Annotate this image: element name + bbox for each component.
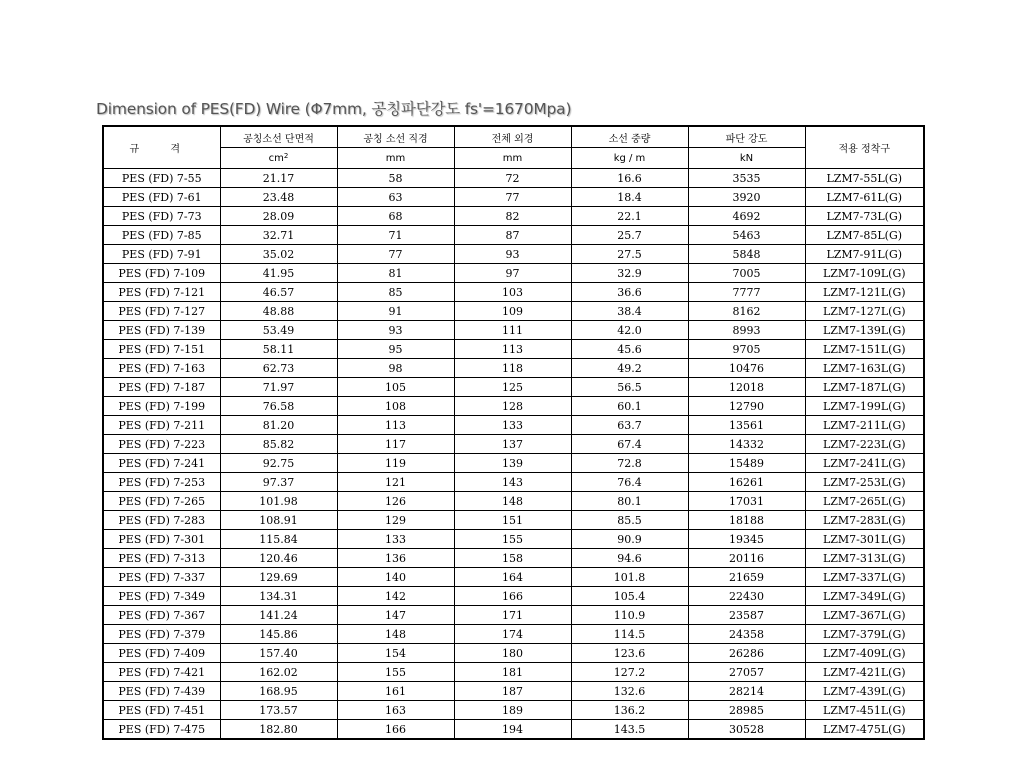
cell-strength: 18188	[688, 511, 805, 530]
cell-anchorage: LZM7-313L(G)	[805, 549, 924, 568]
cell-weight: 16.6	[571, 169, 688, 188]
cell-anchorage: LZM7-301L(G)	[805, 530, 924, 549]
cell-area: 28.09	[220, 207, 337, 226]
cell-strength: 26286	[688, 644, 805, 663]
cell-anchorage: LZM7-187L(G)	[805, 378, 924, 397]
cell-outer-diameter: 180	[454, 644, 571, 663]
table-row	[103, 701, 924, 720]
cell-weight: 85.5	[571, 511, 688, 530]
table-row	[103, 511, 924, 530]
cell-strength: 4692	[688, 207, 805, 226]
cell-diameter: 161	[337, 682, 454, 701]
cell-area: 35.02	[220, 245, 337, 264]
header-outer-diameter: 전체 외경	[454, 126, 571, 148]
unit-diameter: mm	[337, 148, 454, 169]
cell-spec: PES (FD) 7-409	[103, 644, 220, 663]
unit-area	[220, 148, 337, 169]
cell-spec: PES (FD) 7-223	[103, 435, 220, 454]
cell-spec: PES (FD) 7-439	[103, 682, 220, 701]
cell-anchorage: LZM7-73L(G)	[805, 207, 924, 226]
table-row	[103, 720, 924, 740]
header-anchorage: 적용 정착구	[805, 126, 924, 169]
cell-strength: 16261	[688, 473, 805, 492]
cell-spec: PES (FD) 7-253	[103, 473, 220, 492]
table-row	[103, 378, 924, 397]
cell-strength: 15489	[688, 454, 805, 473]
cell-diameter: 148	[337, 625, 454, 644]
table-header	[103, 126, 924, 169]
cell-area: 157.40	[220, 644, 337, 663]
cell-weight: 38.4	[571, 302, 688, 321]
cell-strength: 10476	[688, 359, 805, 378]
cell-anchorage: LZM7-265L(G)	[805, 492, 924, 511]
cell-anchorage: LZM7-211L(G)	[805, 416, 924, 435]
table-row	[103, 492, 924, 511]
cell-anchorage: LZM7-451L(G)	[805, 701, 924, 720]
cell-strength: 19345	[688, 530, 805, 549]
header-weight: 소선 중량	[571, 126, 688, 148]
cell-spec: PES (FD) 7-301	[103, 530, 220, 549]
cell-anchorage: LZM7-127L(G)	[805, 302, 924, 321]
header-spec: 규 격	[103, 126, 220, 169]
table-row	[103, 321, 924, 340]
cell-diameter: 98	[337, 359, 454, 378]
cell-outer-diameter: 97	[454, 264, 571, 283]
cell-area: 101.98	[220, 492, 337, 511]
cell-strength: 5463	[688, 226, 805, 245]
cell-anchorage: LZM7-283L(G)	[805, 511, 924, 530]
cell-weight: 27.5	[571, 245, 688, 264]
cell-diameter: 91	[337, 302, 454, 321]
cell-outer-diameter: 77	[454, 188, 571, 207]
cell-diameter: 140	[337, 568, 454, 587]
cell-area: 23.48	[220, 188, 337, 207]
table-row	[103, 340, 924, 359]
cell-outer-diameter: 137	[454, 435, 571, 454]
table-row	[103, 188, 924, 207]
cell-anchorage: LZM7-61L(G)	[805, 188, 924, 207]
cell-diameter: 95	[337, 340, 454, 359]
table-row	[103, 264, 924, 283]
cell-area: 168.95	[220, 682, 337, 701]
cell-anchorage: LZM7-337L(G)	[805, 568, 924, 587]
cell-area: 134.31	[220, 587, 337, 606]
cell-diameter: 85	[337, 283, 454, 302]
unit-area-base: cm	[268, 152, 284, 164]
cell-diameter: 121	[337, 473, 454, 492]
cell-weight: 136.2	[571, 701, 688, 720]
cell-outer-diameter: 171	[454, 606, 571, 625]
cell-weight: 42.0	[571, 321, 688, 340]
table-row	[103, 283, 924, 302]
cell-strength: 8162	[688, 302, 805, 321]
cell-strength: 20116	[688, 549, 805, 568]
cell-diameter: 126	[337, 492, 454, 511]
table-row	[103, 530, 924, 549]
unit-strength: kN	[688, 148, 805, 169]
cell-outer-diameter: 174	[454, 625, 571, 644]
cell-area: 129.69	[220, 568, 337, 587]
cell-anchorage: LZM7-109L(G)	[805, 264, 924, 283]
table-row	[103, 169, 924, 188]
cell-weight: 67.4	[571, 435, 688, 454]
cell-area: 141.24	[220, 606, 337, 625]
cell-area: 71.97	[220, 378, 337, 397]
cell-anchorage: LZM7-241L(G)	[805, 454, 924, 473]
cell-anchorage: LZM7-421L(G)	[805, 663, 924, 682]
cell-area: 97.37	[220, 473, 337, 492]
cell-weight: 123.6	[571, 644, 688, 663]
cell-diameter: 147	[337, 606, 454, 625]
cell-outer-diameter: 139	[454, 454, 571, 473]
cell-area: 48.88	[220, 302, 337, 321]
cell-anchorage: LZM7-151L(G)	[805, 340, 924, 359]
cell-diameter: 133	[337, 530, 454, 549]
cell-anchorage: LZM7-199L(G)	[805, 397, 924, 416]
cell-outer-diameter: 118	[454, 359, 571, 378]
cell-outer-diameter: 151	[454, 511, 571, 530]
cell-outer-diameter: 189	[454, 701, 571, 720]
table-row	[103, 302, 924, 321]
cell-spec: PES (FD) 7-187	[103, 378, 220, 397]
cell-weight: 110.9	[571, 606, 688, 625]
cell-spec: PES (FD) 7-121	[103, 283, 220, 302]
cell-anchorage: LZM7-439L(G)	[805, 682, 924, 701]
wire-dimension-table	[102, 125, 925, 740]
cell-anchorage: LZM7-139L(G)	[805, 321, 924, 340]
cell-area: 108.91	[220, 511, 337, 530]
cell-strength: 24358	[688, 625, 805, 644]
cell-weight: 49.2	[571, 359, 688, 378]
cell-area: 120.46	[220, 549, 337, 568]
cell-outer-diameter: 125	[454, 378, 571, 397]
cell-outer-diameter: 93	[454, 245, 571, 264]
table-row	[103, 682, 924, 701]
table-row	[103, 416, 924, 435]
cell-spec: PES (FD) 7-367	[103, 606, 220, 625]
table-row	[103, 207, 924, 226]
cell-strength: 28985	[688, 701, 805, 720]
cell-weight: 76.4	[571, 473, 688, 492]
cell-diameter: 117	[337, 435, 454, 454]
cell-outer-diameter: 113	[454, 340, 571, 359]
cell-outer-diameter: 164	[454, 568, 571, 587]
cell-diameter: 77	[337, 245, 454, 264]
cell-strength: 12018	[688, 378, 805, 397]
table-row	[103, 568, 924, 587]
cell-area: 76.58	[220, 397, 337, 416]
cell-weight: 45.6	[571, 340, 688, 359]
cell-weight: 127.2	[571, 663, 688, 682]
cell-weight: 132.6	[571, 682, 688, 701]
cell-spec: PES (FD) 7-85	[103, 226, 220, 245]
cell-spec: PES (FD) 7-199	[103, 397, 220, 416]
cell-weight: 105.4	[571, 587, 688, 606]
cell-strength: 7005	[688, 264, 805, 283]
cell-outer-diameter: 187	[454, 682, 571, 701]
cell-anchorage: LZM7-91L(G)	[805, 245, 924, 264]
cell-strength: 14332	[688, 435, 805, 454]
cell-spec: PES (FD) 7-451	[103, 701, 220, 720]
cell-anchorage: LZM7-253L(G)	[805, 473, 924, 492]
cell-outer-diameter: 72	[454, 169, 571, 188]
cell-area: 62.73	[220, 359, 337, 378]
cell-anchorage: LZM7-367L(G)	[805, 606, 924, 625]
cell-anchorage: LZM7-85L(G)	[805, 226, 924, 245]
header-breaking-strength: 파단 강도	[688, 126, 805, 148]
unit-area-sup: 2	[283, 151, 289, 160]
cell-spec: PES (FD) 7-337	[103, 568, 220, 587]
unit-weight: kg / m	[571, 148, 688, 169]
cell-diameter: 113	[337, 416, 454, 435]
cell-area: 85.82	[220, 435, 337, 454]
cell-area: 115.84	[220, 530, 337, 549]
cell-anchorage: LZM7-121L(G)	[805, 283, 924, 302]
cell-strength: 8993	[688, 321, 805, 340]
table-row	[103, 226, 924, 245]
cell-strength: 9705	[688, 340, 805, 359]
document-title: Dimension of PES(FD) Wire (Φ7mm, 공칭파단강도 fs'=1670Mpa)	[96, 100, 572, 118]
cell-diameter: 142	[337, 587, 454, 606]
cell-strength: 23587	[688, 606, 805, 625]
cell-strength: 22430	[688, 587, 805, 606]
cell-diameter: 63	[337, 188, 454, 207]
cell-spec: PES (FD) 7-91	[103, 245, 220, 264]
cell-area: 145.86	[220, 625, 337, 644]
cell-weight: 25.7	[571, 226, 688, 245]
cell-anchorage: LZM7-409L(G)	[805, 644, 924, 663]
table-row	[103, 549, 924, 568]
unit-outer-diameter: mm	[454, 148, 571, 169]
table-row	[103, 606, 924, 625]
cell-area: 81.20	[220, 416, 337, 435]
table-row	[103, 245, 924, 264]
cell-strength: 12790	[688, 397, 805, 416]
cell-area: 92.75	[220, 454, 337, 473]
cell-outer-diameter: 103	[454, 283, 571, 302]
cell-anchorage: LZM7-349L(G)	[805, 587, 924, 606]
cell-outer-diameter: 166	[454, 587, 571, 606]
table-body	[103, 169, 924, 740]
table-row	[103, 397, 924, 416]
cell-diameter: 154	[337, 644, 454, 663]
cell-weight: 72.8	[571, 454, 688, 473]
cell-anchorage: LZM7-55L(G)	[805, 169, 924, 188]
table-row	[103, 663, 924, 682]
cell-weight: 18.4	[571, 188, 688, 207]
cell-diameter: 108	[337, 397, 454, 416]
cell-spec: PES (FD) 7-475	[103, 720, 220, 740]
cell-spec: PES (FD) 7-211	[103, 416, 220, 435]
cell-spec: PES (FD) 7-55	[103, 169, 220, 188]
cell-outer-diameter: 148	[454, 492, 571, 511]
cell-spec: PES (FD) 7-313	[103, 549, 220, 568]
cell-outer-diameter: 181	[454, 663, 571, 682]
cell-spec: PES (FD) 7-349	[103, 587, 220, 606]
cell-spec: PES (FD) 7-139	[103, 321, 220, 340]
cell-weight: 143.5	[571, 720, 688, 740]
cell-weight: 90.9	[571, 530, 688, 549]
cell-weight: 32.9	[571, 264, 688, 283]
cell-outer-diameter: 87	[454, 226, 571, 245]
cell-area: 41.95	[220, 264, 337, 283]
cell-spec: PES (FD) 7-127	[103, 302, 220, 321]
cell-anchorage: LZM7-223L(G)	[805, 435, 924, 454]
cell-weight: 94.6	[571, 549, 688, 568]
table-row	[103, 587, 924, 606]
cell-strength: 27057	[688, 663, 805, 682]
cell-area: 32.71	[220, 226, 337, 245]
cell-strength: 3920	[688, 188, 805, 207]
cell-spec: PES (FD) 7-61	[103, 188, 220, 207]
cell-outer-diameter: 133	[454, 416, 571, 435]
cell-diameter: 163	[337, 701, 454, 720]
cell-diameter: 68	[337, 207, 454, 226]
cell-outer-diameter: 82	[454, 207, 571, 226]
cell-diameter: 119	[337, 454, 454, 473]
header-diameter: 공칭 소선 직경	[337, 126, 454, 148]
cell-area: 162.02	[220, 663, 337, 682]
cell-strength: 5848	[688, 245, 805, 264]
header-area: 공칭소선 단면적	[220, 126, 337, 148]
table-row	[103, 644, 924, 663]
cell-strength: 28214	[688, 682, 805, 701]
cell-spec: PES (FD) 7-163	[103, 359, 220, 378]
cell-strength: 7777	[688, 283, 805, 302]
cell-weight: 80.1	[571, 492, 688, 511]
table-row	[103, 454, 924, 473]
cell-anchorage: LZM7-163L(G)	[805, 359, 924, 378]
cell-spec: PES (FD) 7-379	[103, 625, 220, 644]
cell-diameter: 58	[337, 169, 454, 188]
cell-outer-diameter: 143	[454, 473, 571, 492]
cell-spec: PES (FD) 7-265	[103, 492, 220, 511]
cell-diameter: 166	[337, 720, 454, 740]
cell-strength: 21659	[688, 568, 805, 587]
cell-outer-diameter: 128	[454, 397, 571, 416]
table-row	[103, 359, 924, 378]
cell-area: 21.17	[220, 169, 337, 188]
table-row	[103, 625, 924, 644]
cell-diameter: 71	[337, 226, 454, 245]
cell-anchorage: LZM7-379L(G)	[805, 625, 924, 644]
cell-diameter: 136	[337, 549, 454, 568]
cell-weight: 22.1	[571, 207, 688, 226]
cell-area: 53.49	[220, 321, 337, 340]
cell-weight: 56.5	[571, 378, 688, 397]
cell-outer-diameter: 111	[454, 321, 571, 340]
cell-outer-diameter: 158	[454, 549, 571, 568]
cell-outer-diameter: 155	[454, 530, 571, 549]
cell-strength: 30528	[688, 720, 805, 740]
cell-anchorage: LZM7-475L(G)	[805, 720, 924, 740]
cell-diameter: 105	[337, 378, 454, 397]
cell-diameter: 93	[337, 321, 454, 340]
cell-spec: PES (FD) 7-241	[103, 454, 220, 473]
cell-weight: 114.5	[571, 625, 688, 644]
cell-diameter: 129	[337, 511, 454, 530]
cell-outer-diameter: 109	[454, 302, 571, 321]
cell-weight: 101.8	[571, 568, 688, 587]
cell-outer-diameter: 194	[454, 720, 571, 740]
cell-strength: 17031	[688, 492, 805, 511]
cell-area: 46.57	[220, 283, 337, 302]
table-row	[103, 473, 924, 492]
cell-weight: 63.7	[571, 416, 688, 435]
cell-strength: 3535	[688, 169, 805, 188]
cell-weight: 36.6	[571, 283, 688, 302]
cell-area: 58.11	[220, 340, 337, 359]
cell-area: 182.80	[220, 720, 337, 740]
cell-diameter: 155	[337, 663, 454, 682]
cell-spec: PES (FD) 7-73	[103, 207, 220, 226]
cell-spec: PES (FD) 7-151	[103, 340, 220, 359]
cell-area: 173.57	[220, 701, 337, 720]
cell-weight: 60.1	[571, 397, 688, 416]
cell-spec: PES (FD) 7-283	[103, 511, 220, 530]
cell-diameter: 81	[337, 264, 454, 283]
cell-spec: PES (FD) 7-421	[103, 663, 220, 682]
table-row	[103, 435, 924, 454]
cell-spec: PES (FD) 7-109	[103, 264, 220, 283]
cell-strength: 13561	[688, 416, 805, 435]
